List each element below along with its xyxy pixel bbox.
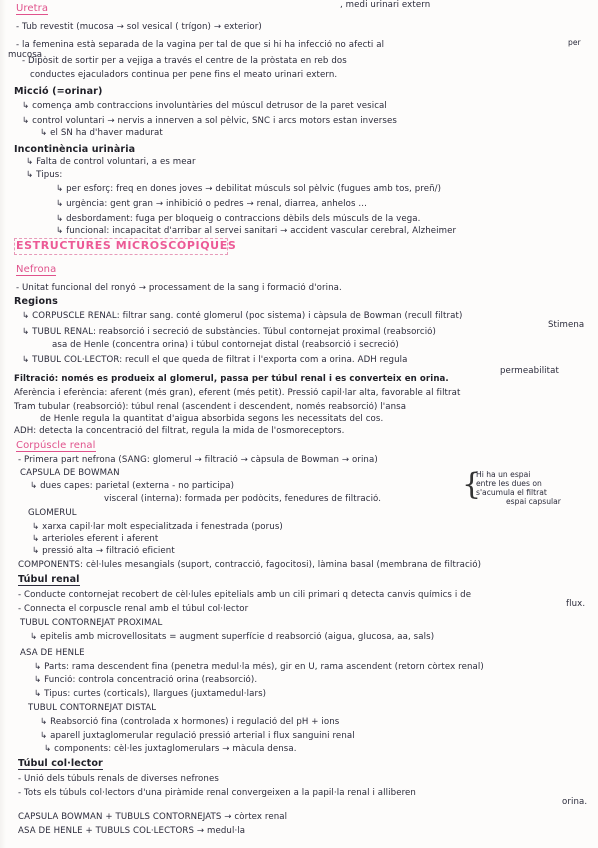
note-line [0,157,598,168]
note-line [0,22,598,33]
note-text: - Connecta el corpuscle renal amb el túbul col·lector [18,604,249,614]
note-text: ↳ desbordament: fuga per bloqueig o contraccions dèbils dels músculs de la vega. [56,214,421,224]
note-text: ↳ TÚBUL RENAL: reabsorció i secreció de substàncies. Túbul contornejat proximal (reabsorció) [22,327,436,337]
note-text: ↳ dues capes: parietal (externa - no participa) [30,481,235,491]
note-text: ↳ TÚBUL COL·LECTOR: recull el que queda de filtrat i l'exporta com a orina. ADH regula [22,355,408,365]
note-text: ↳ urgència: gent gran → inhibició o pedres → renal, diarrea, anhelos ... [56,199,367,209]
note-text: Incontinència urinària [14,144,136,155]
note-line [0,414,598,425]
note-text: CÀPSULA DE BOWMAN [20,468,120,478]
side-note-line: espai capsular [506,497,561,506]
note-text: TÚBUL CONTORNEJAT PROXIMAL [20,618,163,628]
note-line [0,264,598,276]
note-line [0,632,598,643]
note-line [0,703,598,714]
note-line [0,0,598,11]
note-text: - la femenina està separada de la vagina per tal de que si hi ha infecció no afecti al [16,40,385,50]
note-line [0,128,598,139]
note-text: Micció (=orinar) [14,86,103,97]
note-line [0,327,598,338]
note-text: ↳ Funció: controla concentració orina (reabsorció). [34,675,258,685]
note-line [0,86,598,98]
note-line [0,56,598,67]
side-note-line: Hi ha un espai [476,470,531,479]
note-text: ↳ arterioles eferent i aferent [32,534,159,544]
note-line [0,560,598,571]
note-text: - Dipòsit de sortir per a vejiga a través el centre de la pròstata en reb dos [22,56,347,66]
note-line [0,355,598,366]
note-text: ↳ aparell juxtaglomerular regulació pressió arterial i flux sanguini renal [40,731,355,741]
note-line [0,546,598,557]
note-text: ASA DE HENLE [20,648,85,658]
note-text: Regions [14,296,58,307]
note-text: mucosa [8,50,43,60]
note-line [0,717,598,728]
note-line [0,199,598,210]
note-line [0,731,598,742]
note-line [0,574,598,586]
note-line [0,618,598,629]
note-line [0,402,598,413]
note-text: ↳ control voluntari → nervis a innerven a sol pèlvic, SNC i arcs motors estan inverses [22,116,397,126]
margin-note: per [568,38,581,47]
note-text: flux. [566,599,586,609]
note-text: Tram tubular (reabsorció): túbul renal (ascendent i descendent, només reabsorció) l'ansa [14,402,407,412]
note-line [0,826,598,837]
note-line [0,374,598,385]
note-line [0,662,598,673]
note-line [0,184,598,195]
note-text: - Unitat funcional del ronyó → processament de la sang i formació d'orina. [16,283,342,293]
note-text: ↳ xarxa capil·lar molt especialitzada i fenestrada (porus) [32,522,283,532]
note-text: Nefrona [16,264,57,275]
note-line [0,170,598,181]
note-text: ↳ Falta de control voluntari, a es mear [26,157,196,167]
note-text: ADH: detecta la concentració del filtrat, regula la mida de l'osmoreceptors. [14,426,345,436]
note-line [0,144,598,156]
note-line [0,226,598,237]
note-text: Uretra [16,3,49,14]
note-text: GLOMÈRUL [28,508,77,518]
note-text: ESTRUCTURES MICROSCÒPIQUES [16,240,237,252]
note-line [0,522,598,533]
note-text: ↳ el SN ha d'haver madurat [40,128,163,138]
note-text: ↳ funcional: incapacitat d'arribar al servei sanitari → accident vascular cerebral, Alzheimer [56,226,457,236]
note-text: ↳ per esforç: freq en dones joves → debilitat músculs sol pèlvic (fugues amb tos, preñ/) [56,184,442,194]
note-text: ASA DE HENLE + TÚBULS COL·LECTORS → medul·la [18,826,246,836]
side-note-line: entre les dues on [476,479,542,488]
note-text: ↳ CORPÚSCLE RENAL: filtrar sang. conté glomerul (poc sistema) i càpsula de Bowman (recull filtrat) [22,311,463,321]
note-line [0,214,598,225]
note-text: - Tub revestit (mucosa → sol vesical ( trígon) → exterior) [16,22,262,32]
note-text: ↳ pressió alta → filtració eficient [32,546,175,556]
note-text: ↳ comença amb contraccions involuntàries del múscul detrusor de la paret vesical [22,101,387,111]
note-line [0,797,598,808]
note-text: permeabilitat [500,366,559,376]
note-text: Stimena [548,320,585,330]
note-line [0,774,598,785]
note-line [0,689,598,700]
curly-brace: { [462,467,482,502]
note-text: Túbul col·lector [18,758,103,769]
note-text: , medi urinari extern [340,0,431,10]
note-text: Filtració: només es produeix al glomerul, passa per túbul renal i es converteix en orina. [14,374,449,384]
note-line [0,340,598,351]
note-line [0,744,598,755]
note-line [0,604,598,615]
note-line [0,440,598,452]
note-line [0,388,598,399]
note-text: TÚBUL CONTORNEJAT DISTAL [28,703,157,713]
note-text: CÀPSULA BOWMAN + TÚBULS CONTORNEJATS → còrtex renal [18,812,288,822]
note-line [0,455,598,466]
note-text: Túbul renal [18,574,80,585]
side-note [476,470,561,506]
note-line [0,426,598,437]
note-line [0,812,598,823]
note-text: ↳ epitelis amb microvellositats = augment superfície d reabsorció (aigua, glucosa, aa, sals) [30,632,435,642]
note-text: - Tots els túbuls col·lectors d'una piràmide renal convergeixen a la papil·la renal i alliberen [18,788,416,798]
note-text: Corpúscle renal [16,440,96,451]
note-text: COMPONENTS: cèl·lules mesangials (suport, contracció, fagocitosi), làmina basal (membrana de filtració) [18,560,482,570]
note-text: asa de Henle (concentra orina) i túbul contornejat distal (reabsorció i secreció) [52,340,399,350]
note-text: conductes ejaculadors continua per pene fins el meato urinari extern. [30,70,338,80]
note-line [0,70,598,81]
note-text: Aferència i eferència: aferent (més gran), eferent (més petit). Pressió capil·lar alta, favorable al filtrat [14,388,461,398]
note-text: - Primera part nefrona (SANG: glomerul → filtració → càpsula de Bowman → orina) [18,455,378,465]
note-text: - Unió dels túbuls renals de diverses nefrones [18,774,219,784]
note-text: ↳ Tipus: curtes (corticals), llargues (juxtamedul·lars) [34,689,267,699]
note-line [0,758,598,770]
note-text: - Conducte contornejat recobert de cèl·lules epitelials amb un cili primari q detecta canvis químics i de [18,590,472,600]
note-text: ↳ Parts: rama descendent fina (penetra medul·la més), gir en U, rama ascendent (retorn còrtex renal) [34,662,484,672]
note-text: orina. [562,797,588,807]
note-text: visceral (interna): formada per podòcits, fenedures de filtració. [104,494,382,504]
note-text: ↳ Tipus: [26,170,63,180]
note-line [0,283,598,294]
side-note-line: s'acumula el filtrat [476,488,547,497]
note-line [0,101,598,112]
note-text: ↳ Reabsorció fina (controlada x hormones) i regulació del pH + ions [40,717,340,727]
note-line [0,240,598,253]
note-line [0,648,598,659]
note-line [0,508,598,519]
note-line [0,534,598,545]
note-text: de Henle regula la quantitat d'aigua absorbida segons les necessitats del cos. [40,414,384,424]
note-text: ↳ components: cèl·les juxtaglomerulars → màcula densa. [44,744,297,754]
note-line [0,296,598,308]
note-line [0,116,598,127]
note-line [0,675,598,686]
